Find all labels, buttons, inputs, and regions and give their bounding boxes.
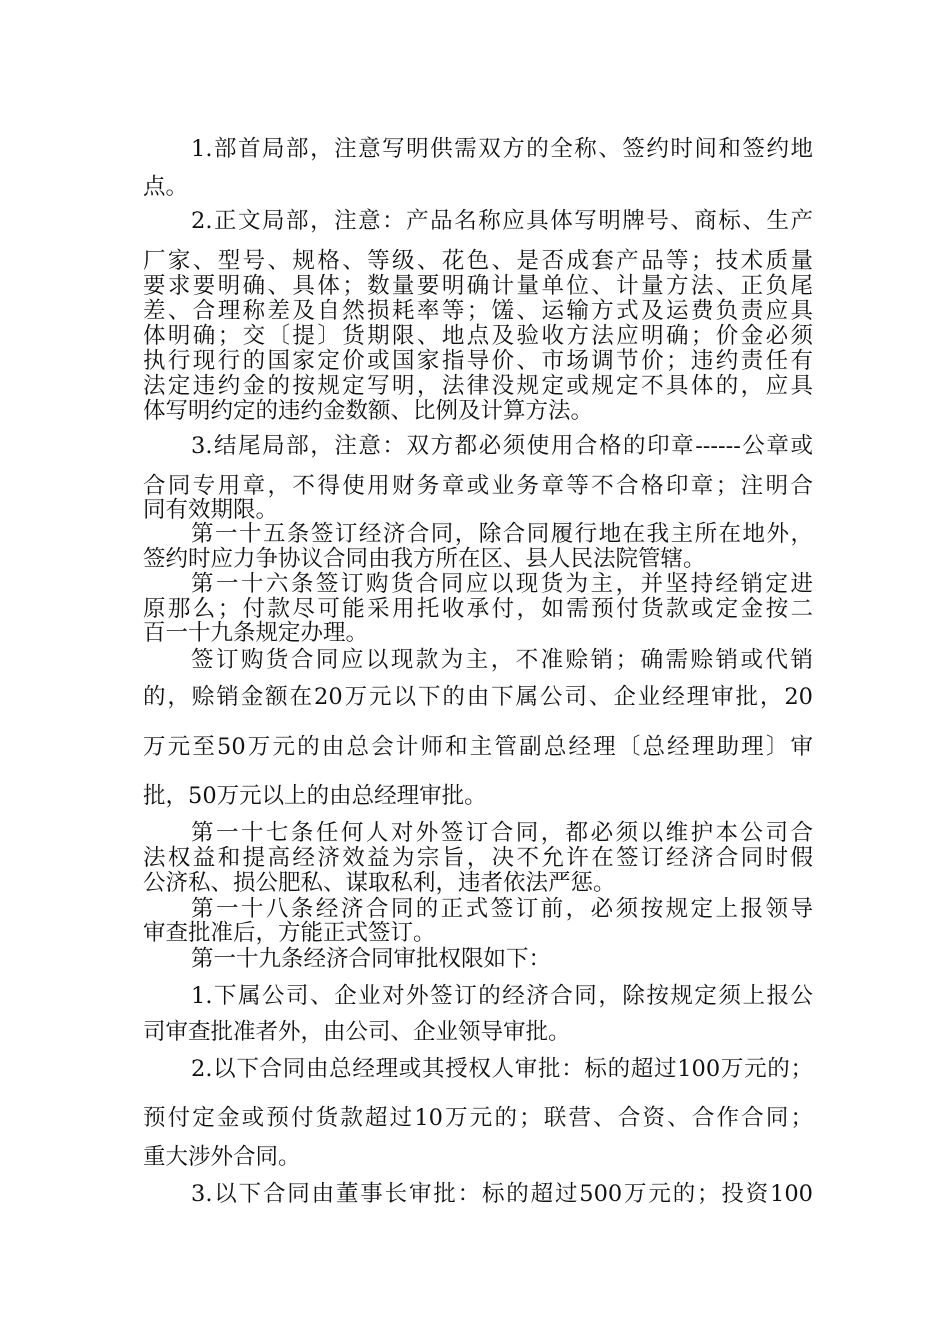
text-line: 第一十七条任何人对外签订合同，都必须以维护本公司合 <box>191 820 813 846</box>
text-line: 签订购货合同应以现款为主，不准赊销；确需赊销或代销 <box>191 647 813 673</box>
text-line: 要求要明确、具体；数量要明确计量单位、计量方法、正负尾 <box>143 273 813 299</box>
text-line: 第一十九条经济合同审批权限如下： <box>191 946 552 972</box>
text-line: 批，50万元以上的由总经理审批。 <box>143 783 487 809</box>
text-line: 3.结尾局部，注意：双方都必须使用合格的印章------公章或 <box>191 433 813 459</box>
text-line: 的，赊销金额在20万元以下的由下属公司、企业经理审批，20 <box>143 684 813 710</box>
text-line: 公济私、损公肥私、谋取私利，违者依法严惩。 <box>143 870 616 896</box>
text-line: 2.正文局部，注意：产品名称应具体写明牌号、商标、生产 <box>191 208 813 234</box>
text-line: 体写明约定的违约金数额、比例及计算方法。 <box>143 398 594 424</box>
text-line: 同有效期限。 <box>143 497 279 523</box>
text-line: 2.以下合同由总经理或其授权人审批：标的超过100万元的； <box>191 1056 813 1082</box>
text-line: 厂家、型号、规格、等级、花色、是否成套产品等；技术质量 <box>143 248 813 274</box>
text-line: 预付定金或预付货款超过10万元的；联营、合资、合作合同； <box>143 1105 813 1131</box>
text-line: 点。 <box>143 174 189 200</box>
text-line: 原那么；付款尽可能采用托收承付，如需预付货款或定金按二 <box>143 596 813 622</box>
text-line: 法定违约金的按规定写明，法律没规定或规定不具体的，应具 <box>143 373 813 399</box>
text-line: 合同专用章，不得使用财务章或业务章等不合格印章；注明合 <box>143 473 813 499</box>
text-line: 差、合理称差及自然损耗率等；馐、运输方式及运费负责应具 <box>143 298 813 324</box>
text-line: 体明确；交〔提〕货期限、地点及验收方法应明确；价金必须 <box>143 323 813 349</box>
text-line: 第一十八条经济合同的正式签订前，必须按规定上报领导 <box>191 896 813 922</box>
text-line: 1.下属公司、企业对外签订的经济合同，除按规定须上报公 <box>191 983 813 1009</box>
text-line: 签约时应力争协议合同由我方所在区、县人民法院管辖。 <box>143 546 706 572</box>
text-line: 司审查批准者外，由公司、企业领导审批。 <box>143 1019 571 1045</box>
text-line: 3.以下合同由董事长审批：标的超过500万元的；投资100 <box>191 1181 813 1207</box>
text-line: 第一十五条签订经济合同，除合同履行地在我主所在地外， <box>191 521 813 547</box>
text-line: 1.部首局部，注意写明供需双方的全称、签约时间和签约地 <box>191 136 813 162</box>
text-line: 万元至50万元的由总会计师和主管副总经理〔总经理助理〕审 <box>143 734 813 760</box>
text-line: 第一十六条签订购货合同应以现货为主，并坚持经销定进 <box>191 571 813 597</box>
text-line: 百一十九条规定办理。 <box>143 620 369 646</box>
text-line: 执行现行的国家定价或国家指导价、市场调节价；违约责任有 <box>143 348 813 374</box>
text-line: 重大涉外合同。 <box>143 1144 301 1170</box>
text-line: 法权益和提高经济效益为宗旨，决不允许在签订经济合同时假 <box>143 845 813 871</box>
text-line: 审查批准后，方能正式签订。 <box>143 920 436 946</box>
